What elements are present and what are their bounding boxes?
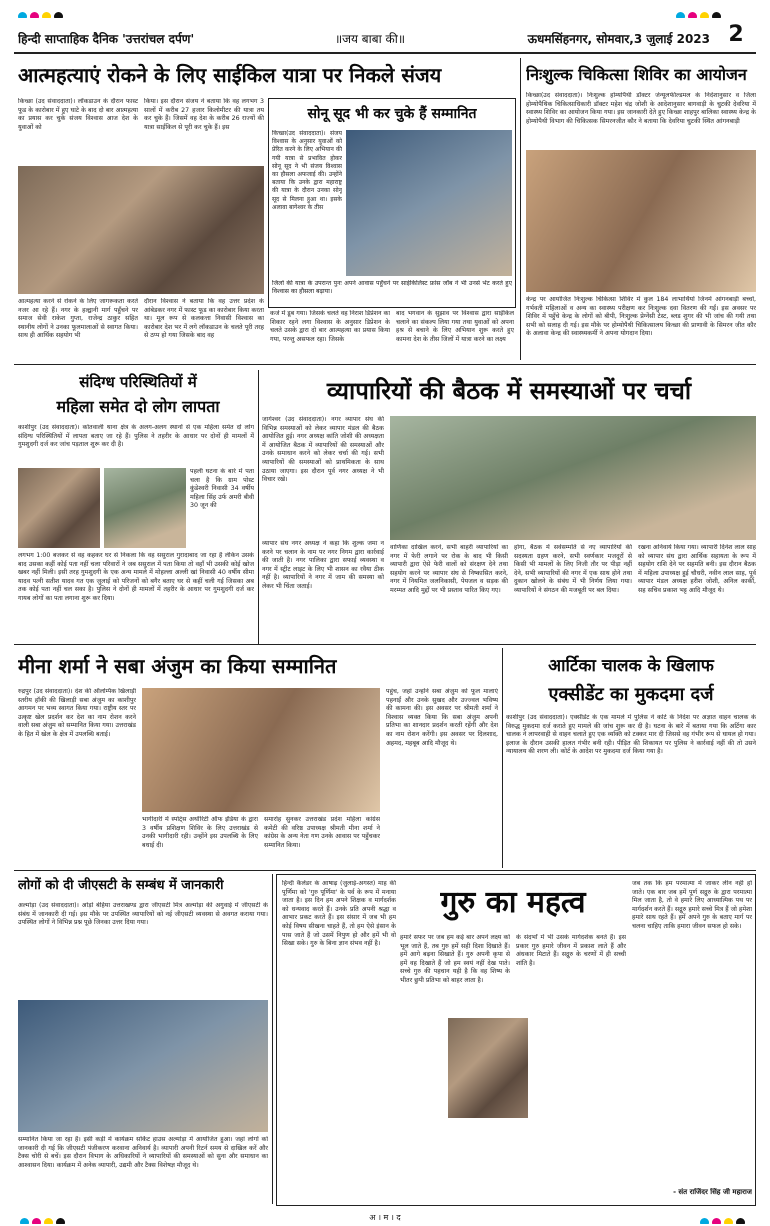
article-author-guru: - संत राजिंदर सिंह जी महाराज (673, 1188, 752, 1196)
masthead-divider (14, 52, 756, 54)
masthead-motto: ॥जय बाबा की॥ (334, 32, 406, 46)
color-registration-dots-bottom-left (20, 1212, 80, 1224)
article-headline-gst-info: लोगों को दी जीएसटी के सम्बंध में जानकारी (18, 878, 224, 893)
article-body-gst-info: अल्मोड़ा (उद संवाददाता)। ओड़ो बेहिया उत्तराखण्ड द्वारा जीएसटी मित्र अल्मोड़ा की अगुवाई में जीएसटी के संबंध में जानकारी दी गई। इस मौके पर उपस्थित व्यापारियों को नई जीएसटी व्यवस्था से अवगत कराया गया। उपस्थित लोगों ने विभिन्न प्रश्न पूछे जिनका उत्तर दिया गया। (18, 902, 268, 927)
masthead-date-line: ऊधमसिंहनगर, सोमवार,3 जुलाई 2023 (527, 32, 710, 46)
article-body-gst-info-bottom: सम्मानित किया जा रहा है। इसी कड़ी में कार्यक्रम सर्किट हाउस अल्मोड़ा में आयोजित हुआ। जहां लोगों को जानकारी दी गई कि जीएसटी पंजीकरण करवाना अनिवार्य है। व्यापारी अपनी रिटर्न समय से दाखिल करें और टैक्स चोरी से बचें। इस दौरान विभाग के अधिकारियों ने व्यापारियों की समस्याओं को सुना और समाधान का आश्वासन दिया। कार्यक्रम में अनेक व्यापारी, उद्यमी और टैक्स विशेषज्ञ मौजूद थे। (18, 1136, 268, 1169)
section-divider (14, 644, 756, 645)
color-registration-dots-top-left (18, 6, 78, 18)
article-body-cycle-yatra-col6: बाद भगवान के सुझाव पर विश्वास द्वारा साईकिल चलाने का संकल्प लिया गया तथा युवाओं को अपना हश्र से बचाने के लिए अभियान शुरू करते हुए कामना देश के तीस जिलों में यात्रा करने का लक्ष्य (396, 310, 514, 343)
article-body-missing-persons: काशीपुर (उद संवाददाता)। कोतवाली थाना क्षेत्र के अलग-अलग स्थानों से एक महिला समेत दो लोग संदिग्ध परिस्थितियों में लापता बताए जा रहे हैं। पुलिस ने तहरीर के आधार पर दोनों ही मामलों में गुमशुदगी दर्ज कर जांच पड़ताल शुरू कर दी है। (18, 424, 254, 449)
article-body-cycle-yatra-col5: कर्ज में डूब गया। जिसके चलते वह निराश डिप्रेशन का शिकार रहने लगा विश्वास के अनुसार डिप्रेशन के चलते उसके द्वारा दो बार आत्महत्या का प्रयास किया गया, परन्तु असफल रहा। जिसके (270, 310, 390, 343)
article-body-cycle-yatra-col2: किया। इस दौरान संजय ने बताया कि वह लगभग 3 सालों में करीब 27 हजार किलोमीटर की यात्रा तय कर चुके हैं। जिसमें वह देश के करीब 26 राज्यों की यात्रा साईकिल से पूरी कर चुके हैं। इस (144, 98, 264, 131)
article-body-missing-persons-side: पहली घटना के बारे में पता चला है कि ग्राम पोस्ट कुंडेश्वरी निवासी 34 वर्षीय महिला सिंह उर्फ अमरी बीवी 30 जून की (190, 468, 254, 510)
section-divider (14, 364, 756, 365)
footer-center-mark: अ । म । द (369, 1213, 401, 1222)
registration-dot-icon (32, 1218, 41, 1224)
column-divider (272, 874, 273, 1204)
article-body-traders-col1: जागेश्वर (उद संवाददाता)। नगर व्यापार संघ की विभिन्न समस्याओं को लेकर व्यापार मंडल की बैठक आयोजित हुई। नगर अध्यक्ष कांति जोशी की अध्यक्षता में आयोजित बैठक में व्यापारियों की समस्याओं और उनके समाधान करने को लेकर चर्चा की गई। सभी व्यापारियों की समस्याओं को प्राथमिकता के साथ उठाया जाएगा। इस दौरान पूर्व नगर अध्यक्ष ने भी विचार रखे। (262, 416, 384, 484)
color-registration-dots-top-right (676, 6, 736, 18)
article-headline-guru-ka-mahatva: गुरु का महत्व (440, 885, 586, 920)
article-body-traders-col2: व्यापार संघ नगर अध्यक्ष ने कहा कि शुल्क जमा न करने पर चलान के नाम पर नगर निगम द्वारा कार्रवाई की जाती है। नगर पालिका द्वारा सफाई व्यवस्था व नगर में स्ट्रीट लाइट के लिए भी शासन का रवैया ठीक नहीं है। व्यापारियों ने नगर में जाम की समस्या को लेकर भी चिंता जताई। (262, 540, 384, 590)
article-body-guru-col3: के संदर्भों में भी उसके मार्गदर्शक बनते हैं। इस प्रकार गुरु हमारे जीवन में प्रकाश लाते हैं और अंधकार मिटाते हैं। सद्गुरु के चरणों में ही सच्ची शांति है। (516, 934, 626, 967)
article-body-traders-col3: वाणिका दाखिल करने, सभी बाहरी व्यापारियों का नगर में फेरी लगाने पर रोक के बाद भी किसी व्यापारी द्वारा ऐसे फेरी वालों को संरक्षण देने तथा सहयोग करने पर व्यापार संघ से निष्कासित करने, नगर में नियमित जलनिकासी, पेयजल व सड़क की मरम्मत आदि मुद्दों पर भी प्रस्ताव पारित किए गए। (390, 544, 508, 594)
article-headline-meena-sharma: मीना शर्मा ने सबा अंजुम का किया सम्मानित (18, 654, 337, 678)
article-body-guru-col2: हमारे सफर पर जब हम कई बार अपने लक्ष्य को भूल जाते हैं, तब गुरु हमें सही दिशा दिखाते हैं। हमें आगे बढ़ना सिखाते हैं। गुरु अपनी कृपा से हमें वह दिखाते हैं जो हम स्वयं नहीं देख पाते। सच्चे गुरु की पहचान यही है कि वह शिष्य के भीतर छुपी प्रतिभा को बाहर लाता है। (400, 934, 510, 984)
article-body-medical-camp: किच्छा(उद संवाददाता)। निःशुल्क होम्योपैथी डॉक्टर जेन्यूलफील्डमल के निर्देशानुसार व जिला होम्योपैथिक चिकित्साधिकारी डॉक्टर महेश चंद्र जोशी के आदेशानुसार बागवाड़ी के चुटकी देवरिया में स्वास्थ्य शिविर का आयोजन किया गया। इस जानकारी देते हुए किच्छा शाहपुर बालिका स्वास्थ्य केन्द्र के होम्योपैथी विभाग की चिकित्सक सिमरनजीत कौर ने बताया कि देवरिया चुटकी स्थित आंगनबाड़ी (526, 92, 756, 125)
article-body-missing-persons-bottom: लगभग 1:00 बजकर से वह कहकर घर से निकला कि वह ससुराल गुरादाबाद जा रहा है लेकिन उसके बाद उसका कहीं कोई पता नहीं चला परिवारों ने जब ससुराल में पता किया तो वहाँ भी उसकी कोई खोज खबर नहीं मिली। इसी तरह गुमशुदगी के एक अन्य मामले में मोहल्ला अल्ली खां निवासी 40 वर्षीय सीमा यादव पत्नी सतीश यादव गत एक जुलाई को परिजनों को बगैर बताए घर से कहीं चली गई जिसका अब तक कोई पता नहीं चल सका है। पुलिस ने दोनों ही मामलों में तहरीर के आधार पर गुमशुदगी दर्ज कर गायब लोगों का पता लगाना शुरू कर दिया। (18, 552, 254, 602)
article-body-cycle-yatra-col3: आत्महत्या करने से रोकने के लिए जागरूकता करते नजर आ रहे हैं। नगर के हल्द्वानी मार्ग पहुँचने पर समाज सेवी राकेश गुप्ता, राजेन्द्र ठाकुर सहित स्थानीय लोगों ने उनका फूलमालाओं से स्वागत किया। साथ ही आर्थिक सहयोग भी (18, 298, 138, 340)
column-divider (520, 58, 521, 360)
photo-meena-sharma-felicitation (142, 688, 380, 812)
registration-dot-icon (724, 1218, 733, 1224)
article-headline-cycle-yatra: आत्महत्याएं रोकने के लिए साईकिल यात्रा पर निकले संजय (18, 63, 442, 87)
registration-dot-icon (700, 1218, 709, 1224)
registration-dot-icon (20, 1218, 29, 1224)
inset-headline-sonu-sood: सोनू सूद भी कर चुके हैं सम्मानित (307, 106, 477, 122)
article-body-meena-sharma: रुद्रपुर (उद संवाददाता)। देश की ऑलम्पिक खिलाड़ी स्तरीय हॉकी की खिलाड़ी सबा अंजुम का काशीपुर आगमन पर भव्य स्वागत किया गया। राष्ट्रीय स्तर पर उत्कृष्ट खेल प्रदर्शन कर देश का नाम रोशन करने वाली सबा अंजुम को सम्मानित किया गया। उत्तराखंड के हित में खेल के क्षेत्र में उपलब्धि बताई। (18, 688, 136, 738)
article-headline-missing-persons-line2: महिला समेत दो लोग लापता (56, 397, 220, 416)
column-divider (258, 370, 259, 644)
photo-traders-meeting (390, 416, 756, 540)
article-body-meena-sharma-col4: पहुंच, जहां उन्होंने सबा अंजुम को फूल मालाएं पहनाईं और उनके सुखद और उज्ज्वल भविष्य की कामना की। इस अवसर पर श्रीमती शर्मा ने विश्वास व्यक्त किया कि सबा अंजुम अपनी प्रतिभा का शानदार प्रदर्शन करती रहेंगी और देश का नाम रोशन करेंगी। इस अवसर पर दिलशाद, अहमद, महबूब आदि मौजूद थे। (386, 688, 498, 747)
article-body-guru-col4: जब तक कि हम परमात्मा में जाकर लीन नहीं हो जाते। एक बार जब हमें पूर्ण सद्गुरु के द्वारा परमात्मा मिल जाता है, तो वे हमारे लिए आध्यात्मिक पथ पर मार्गदर्शन करते हैं। सद्गुरु हमारे सच्चे मित्र हैं जो हमेशा हमारे साथ रहते हैं। हमें अपने गुरु के बताए मार्ग पर चलना चाहिए ताकि हमारा जीवन सफल हो सके। (632, 880, 752, 930)
registration-dot-icon (30, 12, 39, 18)
registration-dot-icon (18, 12, 27, 18)
photo-gst-program (18, 1000, 268, 1132)
registration-dot-icon (712, 12, 721, 18)
photo-missing-man (104, 468, 186, 548)
article-headline-traders-meeting: व्यापारियों की बैठक में समस्याओं पर चर्चा (326, 377, 692, 405)
article-headline-ertiga-accident-line2: एक्सीडेंट का मुकदमा दर्ज (548, 684, 714, 705)
photo-medical-camp (526, 150, 756, 292)
registration-dot-icon (42, 12, 51, 18)
article-body-traders-col5: रखना अनिवार्य किया गया। व्यापारी दिनेश लाल साह को व्यापार संघ द्वारा आर्थिक सहायता के रूप में सहयोग राशि देने पर सहमति बनी। इस दौरान बैठक में महिला उपाध्यक्ष हुई चौधरी, नवीन लाल साह, पूर्व व्यापार मंडल अध्यक्ष हरीश जोशी, अनिल कार्की, सह सचिव प्रकाश भट्ट आदि मौजूद थे। (638, 544, 756, 594)
article-body-cycle-yatra-col4: दौरान विश्वास ने बताया कि वह उत्तर प्रदेश के आंबेडकर नगर में फास्ट फूड का कारोबार किया करता था। मूल रूप से कलकत्ता निवासी विश्वास का कारोबार देश भर में लगे लॉकडाउन के चलते पूरी तरह से ठप्प हो गया जिसके बाद वह (144, 298, 264, 340)
registration-dot-icon (56, 1218, 65, 1224)
article-body-meena-sharma-col2: भागीदारी में स्पोर्ट्स अथॉरिटी ऑफ इंडिया के द्वारा 3 वर्षीय प्रशिक्षण शिविर के लिए उत्तराखंड से उनकी भागीदारी रही। उन्होंने इस उपलब्धि के लिए बधाई दी। (142, 816, 258, 849)
registration-dot-icon (44, 1218, 53, 1224)
registration-dot-icon (712, 1218, 721, 1224)
photo-missing-woman (18, 468, 100, 548)
article-body-traders-col4: होगा, बैठक में सर्वसम्मति से नए व्यापारियों की सदस्यता ग्रहण करने, सभी स्वर्णकार मजदूरों से किसी भी मामलों के लिए निजी तौर पर पीड़ा नहीं देने, सभी व्यापारियों की नगर में एक साथ होने तथा दुकान खोलने के संबंध में भी निर्णय लिया गया। व्यापारियों ने संगठन की मजबूती पर बल दिया। (514, 544, 632, 594)
article-headline-ertiga-accident-line1: आर्टिका चालक के खिलाफ (548, 656, 714, 676)
registration-dot-icon (688, 12, 697, 18)
registration-dot-icon (700, 12, 709, 18)
section-divider (14, 870, 756, 871)
article-body-meena-sharma-col3: समारोह सुनकर उत्तराखंड प्रदेश महिला कांग्रेस कमेटी की वरिष्ठ उपाध्यक्ष श्रीमती मीना शर्मा ने कांग्रेस के अन्य नेता गण उनके आवास पर पहुँचकर सम्मानित किया। (264, 816, 380, 849)
inset-body-sonu-sood: किच्छा(उद संवाददाता)। संजय विश्वास के अनुसार युवाओं को प्रेरित करने के लिए अभियान की गयी यात्रा से प्रभावित होकर सोनू सूद ने भी संजय विश्वास का हौसला अफजाई की। उन्होंने बताया कि उनके द्वारा महाराष्ट्र की यात्रा के दौरान उनका सोनू सूद से मिलना हुआ था। इसके अलावा बागेश्वर के तीस (272, 130, 342, 211)
photo-sonu-sood-meeting (346, 130, 512, 276)
color-registration-dots-bottom-right (700, 1212, 760, 1224)
article-body-ertiga-accident: काशीपुर (उद संवाददाता)। एक्सीडेंट के एक मामले में पुलिस ने कोर्ट के निर्देश पर अज्ञात वाहन चालक के विरुद्ध मुकदमा दर्ज कराते हुए मामले की जांच शुरू कर दी है। घटना के बारे में बताया गया कि अर्टिगा कार चालक ने लापरवाही से वाहन चलाते हुए एक व्यक्ति को टक्कर मार दी जिससे वह गंभीर रूप से घायल हो गया। इलाज के दौरान उसकी हालत गंभीर बनी रही। पीड़ित की शिकायत पर पुलिस ने कार्रवाई नहीं की तो उसने न्यायालय की शरण ली। कोर्ट के आदेश पर मुकदमा दर्ज किया गया है। (506, 714, 756, 756)
article-body-cycle-yatra-col1: किच्छा (उद संवाददाता)। लॉकडाउन के दौरान फास्ट फूड के कारोबार में हुए घाटे के बाद दो बार आत्महत्या का प्रयास कर चुके संजय विश्वास आज देश के युवाओं को (18, 98, 138, 131)
page-number: 2 (728, 22, 744, 47)
registration-dot-icon (676, 12, 685, 18)
registration-dot-icon (54, 12, 63, 18)
photo-cycle-yatra-welcome (18, 166, 264, 294)
registration-dot-icon (736, 1218, 745, 1224)
article-body-medical-camp-bottom: केन्द्र पर आयोजित निःशुल्क चिकित्सा शिविर में कुल 184 लाभार्थियों जिनमें आंगनबाड़ी बच्चों, गर्भवती महिलाओं व अन्य का स्वास्थ्य परीक्षण कर निःशुल्क दवा वितरण की गईं। इस अवसर पर शिविर में पहुँचे केन्द्र के लोगों को बीपी, निःशुल्क प्रेग्नेंसी टेस्ट, ब्लड शुगर की भी जांच की गयी तथा सभी को सलाह दी गई। इस मौके पर होम्योपैथी चिकित्सालय किच्छा की प्राणावी के सिमरन जीत कौर के अलावा केन्द्र की स्वास्थ्यकर्मी ने अपना योगदान दिया। (526, 296, 756, 338)
article-headline-missing-persons-line1: संदिग्ध परिस्थितियों में (79, 373, 197, 391)
masthead-paper-name: हिन्दी साप्ताहिक दैनिक 'उत्तरांचल दर्पण' (18, 32, 195, 46)
column-divider (502, 648, 503, 868)
article-headline-medical-camp: निःशुल्क चिकित्सा शिविर का आयोजन (526, 65, 747, 84)
inset-caption-sonu-sood: जिलों की यात्रा के उपरान्त पुनः अपने आवास पहुँचने पर साईकिलिस्ट फ्रांस जॉब ने भी उनसे भेंट करते हुए विश्वास का हौसला बढ़ाया। (272, 280, 512, 296)
article-body-guru-col1: हिन्दी कैलेंडर के आषाढ़ (जुलाई-अगस्त) माह की पूर्णिमा को 'गुरु पूर्णिमा' के पर्व के रूप में मनाया जाता है। इस दिन हम अपने शिक्षक व मार्गदर्शक को धन्यवाद करते हैं। उनके प्रति अपनी श्रद्धा व आभार प्रकट करते हैं। इस संसार में जब भी हम कोई विषय सीखना चाहते हैं, तो हम ऐसे इंसान के पास जाते हैं जो उसमें निपुण हो और हमें भी वो सिखा सके। गुरु के बिना ज्ञान संभव नहीं है। (282, 880, 396, 948)
